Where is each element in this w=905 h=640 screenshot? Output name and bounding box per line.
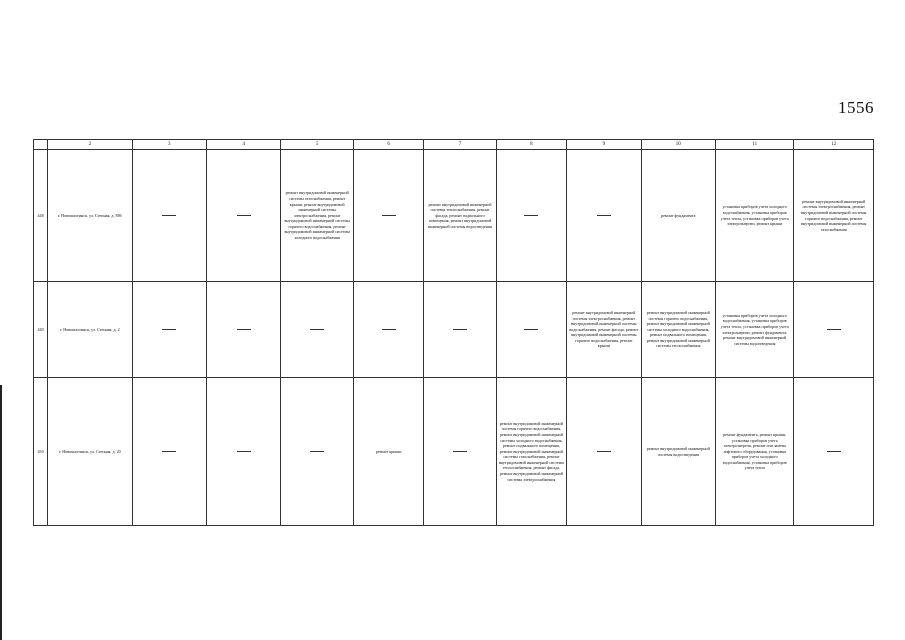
column-header: 11 bbox=[715, 140, 793, 150]
column-header: 2 bbox=[48, 140, 133, 150]
row-number: 449 bbox=[34, 282, 48, 378]
work-cell: установка приборов учета холодного водоснабжения, установка приборов учета тепла, установка приборов учета электроэнергии, ремонт крыши bbox=[715, 150, 793, 282]
empty-cell-dash bbox=[524, 215, 538, 216]
empty-cell-dash bbox=[453, 451, 467, 452]
empty-cell-dash bbox=[237, 329, 251, 330]
address-cell: г. Новошахтинск, ул. Степная, д. 20 bbox=[48, 378, 133, 526]
table-row bbox=[34, 282, 874, 378]
work-cell: ремонт внутридомовой инженерной системы горячего водоснабжения, ремонт внутридомовой инженерной системы холодного водоснабжения, ремонт подвального помещения, ремонт внутридомовой инженерной системы теплоснабжения bbox=[641, 282, 715, 378]
address-cell: г. Новошахтинск, ул. Степная, д. 88б bbox=[48, 150, 133, 282]
column-header: 8 bbox=[496, 140, 566, 150]
work-cell bbox=[794, 282, 874, 378]
empty-cell-dash bbox=[524, 329, 538, 330]
row-number: 448 bbox=[34, 150, 48, 282]
empty-cell-dash bbox=[827, 329, 841, 330]
work-cell bbox=[424, 282, 496, 378]
empty-cell-dash bbox=[597, 451, 611, 452]
work-cell bbox=[132, 282, 206, 378]
work-cell: ремонт фундамента, ремонт крыши, установка приборов учета электроэнергии, ремонт или замена лифтового оборудования, установка приборов учета холодного водоснабжения, установка приборов учета тепла bbox=[715, 378, 793, 526]
empty-cell-dash bbox=[162, 215, 176, 216]
table-row bbox=[34, 150, 874, 282]
work-cell bbox=[207, 150, 281, 282]
column-header bbox=[34, 140, 48, 150]
empty-cell-dash bbox=[162, 451, 176, 452]
work-cell bbox=[353, 150, 423, 282]
work-cell bbox=[132, 150, 206, 282]
header-row bbox=[34, 140, 874, 150]
address-cell: г. Новошахтинск, ул. Степная, д. 2 bbox=[48, 282, 133, 378]
work-cell: ремонт внутридомовой инженерной системы теплоснабжения, ремонт фасада, ремонт подвального помещения, ремонт внутридомовой инженерной системы водоотведения bbox=[424, 150, 496, 282]
column-header: 10 bbox=[641, 140, 715, 150]
column-header: 7 bbox=[424, 140, 496, 150]
work-cell bbox=[353, 282, 423, 378]
work-cell: ремонт крыши bbox=[353, 378, 423, 526]
work-cell bbox=[207, 378, 281, 526]
empty-cell-dash bbox=[382, 329, 396, 330]
empty-cell-dash bbox=[237, 451, 251, 452]
work-cell: ремонт внутридомовой инженерной системы электроснабжения, ремонт внутридомовой инженерной системы водоснабжения, ремонт фасада, ремонт внутридомовой инженерной системы горячего водоснабжения, ремонт крыши bbox=[567, 282, 641, 378]
table-row bbox=[34, 378, 874, 526]
column-header: 4 bbox=[207, 140, 281, 150]
work-cell bbox=[794, 378, 874, 526]
work-cell: установка приборов учета холодного водоснабжения, установка приборов учета тепла, установка приборов учета электроэнергии, ремонт фундамента, ремонт внутридомовой инженерной системы водоотведения bbox=[715, 282, 793, 378]
work-cell: ремонт внутридомовой инженерной системы газоснабжения, ремонт крыши, ремонт внутридомовой инженерной системы электроснабжения, ремонт внутридомовой инженерной системы горячего водоснабжения, ремонт внутридомовой инженерной системы холодного водоснабжения bbox=[281, 150, 353, 282]
work-cell bbox=[207, 282, 281, 378]
empty-cell-dash bbox=[237, 215, 251, 216]
column-header: 3 bbox=[132, 140, 206, 150]
column-header: 5 bbox=[281, 140, 353, 150]
work-cell bbox=[567, 150, 641, 282]
work-cell: ремонт внутридомовой инженерной системы горячего водоснабжения, ремонт внутридомовой инженерной системы холодного водоснабжения, ремонт подвального помещения, ремонт внутридомовой инженерной системы газоснабжения, ремонт внутридомовой инженерной системы теплоснабжения, ремонт фасада, ремонт внутридомовой инженерной системы электроснабжения bbox=[496, 378, 566, 526]
column-header: 6 bbox=[353, 140, 423, 150]
empty-cell-dash bbox=[382, 215, 396, 216]
work-cell: ремонт внутридомовой инженерной системы электроснабжения, ремонт внутридомовой инженерной системы горячего водоснабжения, ремонт внутридомовой инженерной системы газоснабжения bbox=[794, 150, 874, 282]
empty-cell-dash bbox=[827, 451, 841, 452]
empty-cell-dash bbox=[453, 329, 467, 330]
column-header: 12 bbox=[794, 140, 874, 150]
scan-edge bbox=[0, 385, 2, 640]
empty-cell-dash bbox=[162, 329, 176, 330]
repair-schedule-table bbox=[33, 139, 874, 526]
page-number: 1556 bbox=[838, 98, 874, 117]
work-cell bbox=[496, 150, 566, 282]
column-header: 9 bbox=[567, 140, 641, 150]
work-cell bbox=[496, 282, 566, 378]
empty-cell-dash bbox=[310, 451, 324, 452]
work-cell bbox=[132, 378, 206, 526]
row-number: 450 bbox=[34, 378, 48, 526]
work-cell bbox=[281, 282, 353, 378]
work-cell bbox=[281, 378, 353, 526]
work-cell: ремонт фундамента bbox=[641, 150, 715, 282]
empty-cell-dash bbox=[597, 215, 611, 216]
work-cell bbox=[424, 378, 496, 526]
work-cell: ремонт внутридомовой инженерной системы водоотведения bbox=[641, 378, 715, 526]
work-cell bbox=[567, 378, 641, 526]
empty-cell-dash bbox=[310, 329, 324, 330]
